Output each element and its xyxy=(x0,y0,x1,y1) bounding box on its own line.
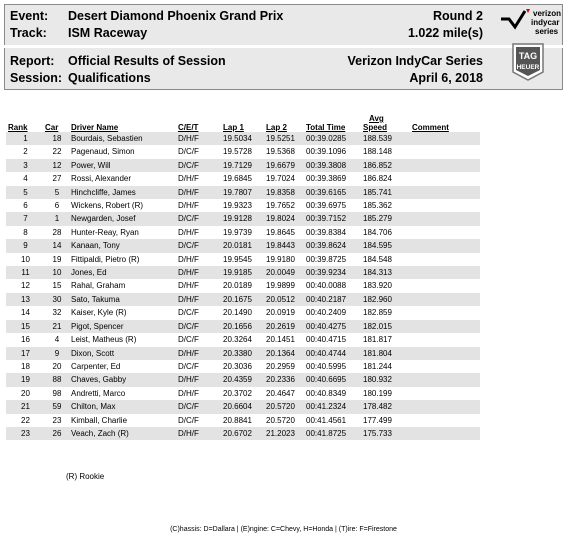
table-row xyxy=(6,132,480,145)
avg-speed-cell: 184.706 xyxy=(363,227,392,237)
col-header-avg-speed: Avg Speed xyxy=(363,114,388,132)
lap2-cell: 20.0049 xyxy=(264,266,304,279)
table-row xyxy=(6,427,480,440)
rank-cell: 10 xyxy=(21,254,30,264)
avg-speed-cell: 188.539 xyxy=(361,132,410,145)
driver-name-cell: Carpenter, Ed xyxy=(71,361,121,371)
driver-name-cell: Pagenaud, Simon xyxy=(71,147,135,157)
cet-cell: D/C/F xyxy=(176,212,221,225)
total-time-cell: 00:40.4275 xyxy=(304,320,361,333)
col-header-cet: C/E/T xyxy=(178,123,199,132)
car-cell: 19 xyxy=(52,254,62,264)
rank-cell: 2 xyxy=(23,147,28,157)
event-name: Desert Diamond Phoenix Grand Prix xyxy=(68,9,284,23)
table-row xyxy=(6,279,480,292)
comment-cell xyxy=(410,347,480,360)
lap2-cell: 19.5368 xyxy=(266,147,295,157)
car-cell: 21 xyxy=(43,320,69,333)
cet-cell: D/H/F xyxy=(176,347,221,360)
results-table xyxy=(6,105,480,440)
comment-cell xyxy=(410,239,480,252)
lap2-cell: 20.1451 xyxy=(266,335,295,345)
rank-cell: 15 xyxy=(6,320,43,333)
rank-cell: 16 xyxy=(21,335,30,345)
svg-text:series: series xyxy=(535,27,559,36)
total-time-cell: 00:40.4744 xyxy=(304,347,361,360)
car-cell: 4 xyxy=(54,335,60,345)
avg-speed-cell: 180.199 xyxy=(363,388,392,398)
legend-footer: (C)hassis: D=Dallara | (E)ngine: C=Chevy, H=Honda | (T)ire: F=Firestone xyxy=(170,526,397,533)
car-cell: 26 xyxy=(43,427,69,440)
col-header-driver: Driver Name xyxy=(71,123,119,132)
lap1-cell: 20.8841 xyxy=(223,415,252,425)
total-time-cell: 00:39.6975 xyxy=(306,201,347,211)
total-time-cell: 00:41.8725 xyxy=(304,427,361,440)
avg-speed-cell: 182.859 xyxy=(363,308,392,318)
session-date: April 6, 2018 xyxy=(409,71,483,85)
comment-cell xyxy=(410,306,480,319)
comment-cell xyxy=(410,253,480,266)
lap1-cell: 20.3380 xyxy=(221,347,264,360)
col-header-car: Car xyxy=(45,123,59,132)
lap2-cell: 19.6679 xyxy=(264,159,304,172)
car-cell: 59 xyxy=(43,400,69,413)
comment-cell xyxy=(410,360,480,373)
rank-cell: 19 xyxy=(6,373,43,386)
cet-cell: D/H/F xyxy=(176,373,221,386)
lap1-cell: 20.3264 xyxy=(223,335,252,345)
total-time-cell: 00:40.6695 xyxy=(304,373,361,386)
avg-speed-cell: 184.548 xyxy=(363,254,392,264)
car-cell: 14 xyxy=(43,239,69,252)
cet-cell: D/H/F xyxy=(176,132,221,145)
driver-name-cell: Wickens, Robert (R) xyxy=(71,201,144,211)
lap1-cell: 19.9128 xyxy=(221,212,264,225)
col-header-lap1: Lap 1 xyxy=(223,123,244,132)
driver-name-cell: Kanaan, Tony xyxy=(69,239,176,252)
avg-speed-cell: 181.804 xyxy=(361,347,410,360)
driver-name-cell: Chaves, Gabby xyxy=(69,373,176,386)
car-cell: 98 xyxy=(52,388,62,398)
car-cell: 15 xyxy=(52,281,62,291)
cet-cell: D/H/F xyxy=(178,227,199,237)
car-cell: 28 xyxy=(52,227,62,237)
report-label: Report: xyxy=(10,54,55,68)
table-row xyxy=(6,306,480,319)
car-cell: 5 xyxy=(43,186,69,199)
avg-speed-cell: 181.244 xyxy=(363,361,392,371)
driver-name-cell: Kaiser, Kyle (R) xyxy=(71,308,127,318)
rank-cell: 18 xyxy=(21,361,30,371)
lap1-cell: 20.3036 xyxy=(223,361,252,371)
table-row xyxy=(6,145,480,158)
rank-cell: 12 xyxy=(21,281,30,291)
avg-speed-cell: 185.279 xyxy=(361,212,410,225)
report-name: Official Results of Session xyxy=(68,54,226,68)
avg-speed-cell: 184.595 xyxy=(361,239,410,252)
comment-cell xyxy=(410,387,480,400)
lap2-cell: 19.7652 xyxy=(266,201,295,211)
driver-name-cell: Andretti, Marco xyxy=(71,388,126,398)
rank-cell: 8 xyxy=(23,227,28,237)
cet-cell: D/H/F xyxy=(176,266,221,279)
comment-cell xyxy=(410,320,480,333)
lap2-cell: 20.2619 xyxy=(264,320,304,333)
driver-name-cell: Power, Will xyxy=(69,159,176,172)
rank-cell: 11 xyxy=(6,266,43,279)
lap1-cell: 19.7129 xyxy=(221,159,264,172)
car-cell: 88 xyxy=(43,373,69,386)
rank-cell: 23 xyxy=(6,427,43,440)
lap1-cell: 20.0189 xyxy=(223,281,252,291)
cet-cell: D/C/F xyxy=(176,400,221,413)
avg-speed-cell: 183.920 xyxy=(363,281,392,291)
total-time-cell: 00:39.3869 xyxy=(306,174,347,184)
table-row xyxy=(6,172,480,185)
avg-speed-cell: 186.852 xyxy=(361,159,410,172)
cet-cell: D/H/F xyxy=(176,293,221,306)
avg-speed-cell: 181.817 xyxy=(363,335,392,345)
rank-cell: 20 xyxy=(21,388,30,398)
rank-cell: 22 xyxy=(21,415,30,425)
table-row xyxy=(6,239,480,252)
avg-speed-cell: 178.482 xyxy=(361,400,410,413)
table-row xyxy=(6,414,480,427)
cet-cell: D/C/F xyxy=(178,415,199,425)
comment-cell xyxy=(410,145,480,158)
cet-cell: D/H/F xyxy=(176,186,221,199)
total-time-cell: 00:39.1096 xyxy=(306,147,347,157)
driver-name-cell: Chilton, Max xyxy=(69,400,176,413)
total-time-cell: 00:40.2409 xyxy=(306,308,347,318)
lap2-cell: 21.2023 xyxy=(264,427,304,440)
avg-speed-cell: 182.015 xyxy=(361,320,410,333)
col-header-lap2: Lap 2 xyxy=(266,123,287,132)
comment-cell xyxy=(410,212,480,225)
car-cell: 32 xyxy=(52,308,62,318)
session-name: Qualifications xyxy=(68,71,151,85)
table-row xyxy=(6,266,480,279)
table-row xyxy=(6,347,480,360)
comment-cell xyxy=(410,226,480,239)
lap1-cell: 19.9185 xyxy=(221,266,264,279)
table-row xyxy=(6,387,480,400)
car-cell: 18 xyxy=(43,132,69,145)
svg-text:TAG: TAG xyxy=(518,51,538,61)
total-time-cell: 00:39.3808 xyxy=(304,159,361,172)
car-cell: 10 xyxy=(43,266,69,279)
lap2-cell: 20.5720 xyxy=(266,415,295,425)
total-time-cell: 00:41.2324 xyxy=(304,400,361,413)
driver-name-cell: Newgarden, Josef xyxy=(69,212,176,225)
rank-cell: 9 xyxy=(6,239,43,252)
table-row xyxy=(6,360,480,373)
lap1-cell: 19.9739 xyxy=(223,227,252,237)
lap1-cell: 20.1490 xyxy=(223,308,252,318)
avg-speed-cell: 185.741 xyxy=(361,186,410,199)
driver-name-cell: Veach, Zach (R) xyxy=(69,427,176,440)
driver-name-cell: Bourdais, Sebastien xyxy=(69,132,176,145)
driver-name-cell: Sato, Takuma xyxy=(69,293,176,306)
comment-cell xyxy=(410,414,480,427)
rookie-note: (R) Rookie xyxy=(66,472,105,481)
round-label: Round 2 xyxy=(433,9,483,23)
total-time-cell: 00:39.9234 xyxy=(304,266,361,279)
comment-cell xyxy=(410,172,480,185)
lap1-cell: 20.4359 xyxy=(221,373,264,386)
lap1-cell: 19.9545 xyxy=(223,254,252,264)
series-name: Verizon IndyCar Series xyxy=(347,54,483,68)
table-row xyxy=(6,199,480,212)
rank-cell: 17 xyxy=(6,347,43,360)
svg-text:indycar: indycar xyxy=(531,18,560,27)
cet-cell: D/C/F xyxy=(178,147,199,157)
cet-cell: D/C/F xyxy=(176,239,221,252)
lap2-cell: 19.8358 xyxy=(264,186,304,199)
table-row xyxy=(6,186,480,199)
total-time-cell: 00:39.6165 xyxy=(304,186,361,199)
driver-name-cell: Fittipaldi, Pietro (R) xyxy=(71,254,140,264)
avg-speed-cell: 188.148 xyxy=(363,147,392,157)
header-divider xyxy=(4,45,563,48)
lap2-cell: 19.8024 xyxy=(264,212,304,225)
comment-cell xyxy=(410,159,480,172)
col-header-rank: Rank xyxy=(8,123,28,132)
rank-cell: 1 xyxy=(6,132,43,145)
car-cell: 22 xyxy=(52,147,62,157)
total-time-cell: 00:40.0088 xyxy=(306,281,347,291)
avg-speed-cell: 186.824 xyxy=(363,174,392,184)
table-row xyxy=(6,373,480,386)
cet-cell: D/C/F xyxy=(178,308,199,318)
table-header-row xyxy=(6,105,480,132)
table-row xyxy=(6,400,480,413)
comment-cell xyxy=(410,132,480,145)
lap2-cell: 20.1364 xyxy=(264,347,304,360)
lap2-cell: 20.2959 xyxy=(266,361,295,371)
rank-cell: 7 xyxy=(6,212,43,225)
lap2-cell: 20.4647 xyxy=(266,388,295,398)
avg-speed-cell: 175.733 xyxy=(361,427,410,440)
rank-cell: 3 xyxy=(6,159,43,172)
comment-cell xyxy=(410,373,480,386)
lap1-cell: 19.7807 xyxy=(221,186,264,199)
total-time-cell: 00:40.2187 xyxy=(304,293,361,306)
driver-name-cell: Pigot, Spencer xyxy=(69,320,176,333)
table-row xyxy=(6,293,480,306)
lap1-cell: 19.5034 xyxy=(221,132,264,145)
lap1-cell: 19.9323 xyxy=(223,201,252,211)
cet-cell: D/H/F xyxy=(178,281,199,291)
lap1-cell: 19.5728 xyxy=(223,147,252,157)
lap1-cell: 20.0181 xyxy=(221,239,264,252)
lap2-cell: 19.7024 xyxy=(266,174,295,184)
table-row xyxy=(6,320,480,333)
lap1-cell: 20.1656 xyxy=(221,320,264,333)
car-cell: 12 xyxy=(43,159,69,172)
rank-cell: 5 xyxy=(6,186,43,199)
rank-cell: 13 xyxy=(6,293,43,306)
car-cell: 20 xyxy=(52,361,62,371)
lap2-cell: 20.5720 xyxy=(264,400,304,413)
car-cell: 30 xyxy=(43,293,69,306)
driver-name-cell: Hinchcliffe, James xyxy=(69,186,176,199)
comment-cell xyxy=(410,400,480,413)
svg-text:verizon: verizon xyxy=(533,9,562,18)
total-time-cell: 00:39.8384 xyxy=(306,227,347,237)
lap1-cell: 20.3702 xyxy=(223,388,252,398)
car-cell: 23 xyxy=(52,415,62,425)
rank-cell: 6 xyxy=(23,201,28,211)
table-row xyxy=(6,333,480,346)
comment-cell xyxy=(410,199,480,212)
avg-speed-cell: 177.499 xyxy=(363,415,392,425)
cet-cell: D/C/F xyxy=(176,320,221,333)
cet-cell: D/C/F xyxy=(176,159,221,172)
comment-cell xyxy=(410,266,480,279)
lap2-cell: 19.9899 xyxy=(266,281,295,291)
cet-cell: D/C/F xyxy=(178,335,199,345)
driver-name-cell: Jones, Ed xyxy=(69,266,176,279)
lap2-cell: 19.8645 xyxy=(266,227,295,237)
cet-cell: D/H/F xyxy=(176,427,221,440)
total-time-cell: 00:40.4715 xyxy=(306,335,347,345)
car-cell: 9 xyxy=(43,347,69,360)
lap2-cell: 20.2336 xyxy=(264,373,304,386)
verizon-indycar-logo xyxy=(499,5,562,41)
avg-speed-cell: 184.313 xyxy=(361,266,410,279)
lap2-cell: 19.9180 xyxy=(266,254,295,264)
driver-name-cell: Rahal, Graham xyxy=(71,281,126,291)
driver-name-cell: Hunter-Reay, Ryan xyxy=(71,227,139,237)
total-time-cell: 00:41.4561 xyxy=(306,415,347,425)
tag-heuer-logo xyxy=(511,42,545,82)
cet-cell: D/C/F xyxy=(178,361,199,371)
track-length: 1.022 mile(s) xyxy=(407,26,483,40)
lap2-cell: 20.0512 xyxy=(264,293,304,306)
total-time-cell: 00:40.8349 xyxy=(306,388,347,398)
avg-speed-cell: 180.932 xyxy=(361,373,410,386)
comment-cell xyxy=(410,333,480,346)
total-time-cell: 00:39.8725 xyxy=(306,254,347,264)
table-row xyxy=(6,159,480,172)
lap2-cell: 19.5251 xyxy=(264,132,304,145)
col-header-comment: Comment xyxy=(412,123,449,132)
total-time-cell: 00:39.0285 xyxy=(304,132,361,145)
track-label: Track: xyxy=(10,26,47,40)
lap1-cell: 20.6604 xyxy=(221,400,264,413)
lap2-cell: 19.8443 xyxy=(264,239,304,252)
track-name: ISM Raceway xyxy=(68,26,148,40)
table-row xyxy=(6,212,480,225)
driver-name-cell: Leist, Matheus (R) xyxy=(71,335,137,345)
cet-cell: D/H/F xyxy=(178,388,199,398)
session-label: Session: xyxy=(10,71,63,85)
rank-cell: 21 xyxy=(6,400,43,413)
col-header-total-time: Total Time xyxy=(306,123,346,132)
avg-speed-cell: 182.960 xyxy=(361,293,410,306)
driver-name-cell: Dixon, Scott xyxy=(69,347,176,360)
car-cell: 1 xyxy=(43,212,69,225)
comment-cell xyxy=(410,186,480,199)
car-cell: 6 xyxy=(54,201,60,211)
total-time-cell: 00:39.7152 xyxy=(304,212,361,225)
car-cell: 27 xyxy=(52,174,62,184)
driver-name-cell: Kimball, Charlie xyxy=(71,415,128,425)
svg-text:HEUER: HEUER xyxy=(516,64,540,71)
comment-cell xyxy=(410,293,480,306)
cet-cell: D/H/F xyxy=(178,174,199,184)
driver-name-cell: Rossi, Alexander xyxy=(71,174,132,184)
lap1-cell: 20.6702 xyxy=(221,427,264,440)
rank-cell: 4 xyxy=(23,174,28,184)
event-label: Event: xyxy=(10,9,49,23)
lap1-cell: 19.6845 xyxy=(223,174,252,184)
comment-cell xyxy=(410,427,480,440)
table-row xyxy=(6,226,480,239)
lap2-cell: 20.0919 xyxy=(266,308,295,318)
total-time-cell: 00:40.5995 xyxy=(306,361,347,371)
cet-cell: D/H/F xyxy=(178,254,199,264)
rank-cell: 14 xyxy=(21,308,30,318)
total-time-cell: 00:39.8624 xyxy=(304,239,361,252)
lap1-cell: 20.1675 xyxy=(221,293,264,306)
avg-speed-cell: 185.362 xyxy=(363,201,392,211)
comment-cell xyxy=(410,279,480,292)
table-row xyxy=(6,253,480,266)
cet-cell: D/H/F xyxy=(178,201,199,211)
